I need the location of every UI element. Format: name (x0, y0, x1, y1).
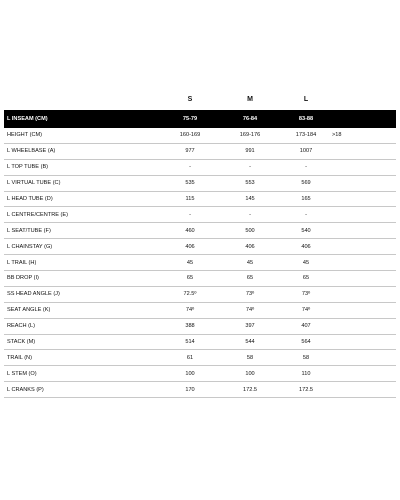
cell-size-l: 74º (301, 307, 311, 314)
row-label: BB DROP (I) (7, 275, 39, 282)
cell-size-l: 1007 (299, 148, 313, 155)
row-label: L SEAT/TUBE (F) (7, 227, 51, 234)
cell-size-s: 100 (185, 370, 195, 377)
cell-extra: >18 (332, 132, 342, 139)
cell-size-s: 406 (185, 243, 195, 250)
cell-size-s: 160-169 (179, 132, 201, 139)
cell-size-m: 76-84 (242, 116, 258, 122)
size-header-row (4, 96, 396, 110)
row-label: L STEM (O) (7, 370, 37, 377)
cell-size-m: 65 (246, 275, 254, 282)
row-label: L VIRTUAL TUBE (C) (7, 180, 61, 187)
cell-size-l: 65 (302, 275, 310, 282)
table-row (4, 160, 396, 176)
row-label: SS HEAD ANGLE (J) (7, 291, 60, 298)
cell-size-l: 173-184 (295, 132, 317, 139)
size-header-s: S (187, 96, 193, 103)
cell-size-m: 58 (246, 354, 254, 361)
cell-size-m: 406 (245, 243, 255, 250)
table-row (4, 110, 396, 128)
cell-size-m: 145 (245, 196, 255, 202)
table-row (4, 255, 396, 271)
cell-size-s: 514 (185, 339, 195, 346)
cell-size-s: - (189, 211, 191, 218)
cell-size-s: 61 (186, 354, 194, 361)
row-label: STACK (M) (7, 339, 36, 346)
cell-size-s: 115 (185, 196, 195, 202)
cell-size-s: 388 (185, 323, 195, 330)
row-label: L HEAD TUBE (D) (7, 196, 53, 202)
table-row (4, 287, 396, 303)
row-label: HEIGHT (CM) (7, 132, 43, 139)
table-row (4, 207, 396, 223)
table-row (4, 382, 396, 398)
cell-size-m: 544 (245, 339, 255, 346)
cell-size-m: 45 (246, 259, 254, 266)
cell-size-s: 977 (185, 148, 195, 155)
cell-size-s: 170 (185, 386, 195, 393)
row-label: L CRANKS (P) (7, 386, 44, 393)
table-row (4, 192, 396, 208)
cell-size-l: 58 (302, 354, 310, 361)
table-row (4, 223, 396, 239)
cell-size-m: - (249, 211, 251, 218)
cell-size-m: 991 (245, 148, 255, 155)
cell-size-l: 564 (301, 339, 311, 346)
table-row (4, 350, 396, 366)
cell-size-s: 75-79 (182, 116, 198, 122)
cell-size-l: - (305, 211, 307, 218)
cell-size-l: 407 (301, 323, 311, 330)
size-header-m: M (247, 96, 253, 103)
table-row (4, 144, 396, 160)
table-row (4, 303, 396, 319)
cell-size-l: 406 (301, 243, 311, 250)
cell-size-l: 165 (301, 196, 311, 202)
row-label: L TOP TUBE (B) (7, 164, 49, 171)
cell-size-m: 500 (245, 227, 255, 234)
size-header-l: L (303, 96, 309, 103)
cell-size-s: - (189, 164, 191, 171)
cell-size-l: 110 (301, 370, 311, 377)
table-body (4, 110, 396, 398)
row-label: SEAT ANGLE (K) (7, 307, 51, 314)
row-label: L WHEELBASE (A) (7, 148, 56, 155)
cell-size-s: 460 (185, 227, 195, 234)
table-row (4, 319, 396, 335)
row-label: L TRAIL (H) (7, 259, 37, 266)
geometry-table (4, 96, 396, 398)
cell-size-m: - (249, 164, 251, 171)
cell-size-m: 100 (245, 370, 255, 377)
cell-size-l: - (305, 164, 307, 171)
table-row (4, 239, 396, 255)
cell-size-m: 73º (245, 291, 255, 298)
row-label: TRAIL (N) (7, 354, 32, 361)
table-row (4, 335, 396, 351)
cell-size-l: 45 (302, 259, 310, 266)
row-label: L INSEAM (CM) (7, 116, 48, 122)
cell-size-s: 65 (186, 275, 194, 282)
cell-size-l: 569 (301, 180, 311, 187)
table-row (4, 271, 396, 287)
row-label: L CENTRE/CENTRE (E) (7, 211, 69, 218)
cell-size-m: 74º (245, 307, 255, 314)
cell-size-l: 83-88 (298, 116, 314, 122)
cell-size-l: 540 (301, 227, 311, 234)
cell-size-m: 397 (245, 323, 255, 330)
row-label: REACH (L) (7, 323, 35, 330)
table-row (4, 366, 396, 382)
table-row (4, 128, 396, 144)
cell-size-l: 73º (301, 291, 311, 298)
cell-size-m: 172.5 (243, 386, 257, 393)
cell-size-m: 553 (245, 180, 255, 187)
table-row (4, 176, 396, 192)
row-label: L CHAINSTAY (G) (7, 243, 53, 250)
cell-size-m: 169-176 (239, 132, 261, 139)
cell-size-s: 72.5º (183, 291, 197, 298)
cell-size-s: 74º (185, 307, 195, 314)
cell-size-l: 172.5 (299, 386, 313, 393)
cell-size-s: 535 (185, 180, 195, 187)
cell-size-s: 45 (186, 259, 194, 266)
